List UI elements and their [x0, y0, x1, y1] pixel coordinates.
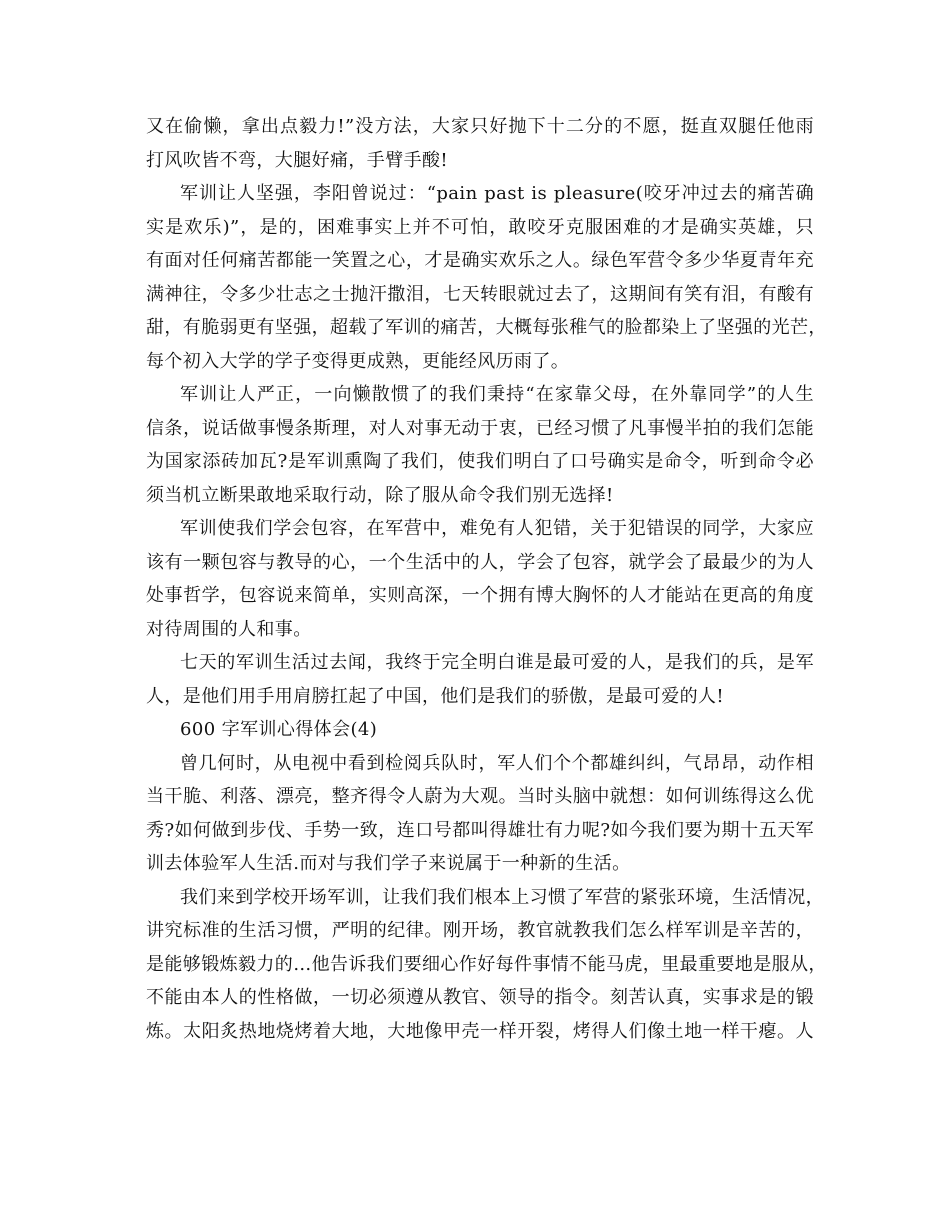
- text-line: 又在偷懒，拿出点毅力!”没方法，大家只好抛下十二分的不愿，挺直双腿任他雨: [146, 116, 814, 137]
- text-line: 曾几何时，从电视中看到检阅兵队时，军人们个个都雄纠纠，气昂昂，动作相: [180, 752, 814, 774]
- text-line: 信条，说话做事慢条斯理，对人对事无动于衷，已经习惯了凡事慢半拍的我们怎能: [146, 417, 814, 439]
- text-line: 处事哲学，包容说来简单，实则高深，一个拥有博大胸怀的人才能站在更高的角度: [146, 585, 814, 606]
- text-line: 每个初入大学的学子变得更成熟，更能经风历雨了。: [146, 350, 570, 372]
- text-line: 实是欢乐)”，是的，困难事实上并不可怕，敢咬牙克服困难的才是确实英雄，只: [146, 216, 814, 238]
- text-line: 是能够锻炼毅力的…他告诉我们要细心作好每件事情不能马虎，里最重要地是服从，: [146, 953, 827, 975]
- text-line: 600 字军训心得体会(4): [180, 719, 378, 740]
- text-line: 甜，有脆弱更有坚强，超载了军训的痛苦，大概每张稚气的脸都染上了坚强的光芒，: [146, 317, 827, 338]
- text-line: 须当机立断果敢地采取行动，除了服从命令我们别无选择!: [146, 484, 614, 506]
- document-body: [146, 110, 827, 1048]
- text-line: 人，是他们用手用肩膀扛起了中国，他们是我们的骄傲，是最可爱的人!: [146, 685, 725, 707]
- text-line: 训去体验军人生活.而对与我们学子来说属于一种新的生活。: [146, 853, 631, 874]
- text-line: 我们来到学校开场军训，让我们我们根本上习惯了军营的紧张环境，生活情况，: [180, 886, 824, 908]
- text-line: 当干脆、利落、漂亮，整齐得令人蔚为大观。当时头脑中就想：如何训练得这么优: [146, 786, 814, 807]
- text-line: 对待周围的人和事。: [146, 618, 312, 640]
- text-line: 军训让人严正，一向懒散惯了的我们秉持“在家靠父母，在外靠同学”的人生: [180, 384, 814, 405]
- text-line: 军训使我们学会包容，在军营中，难免有人犯错，关于犯错误的同学，大家应: [180, 518, 814, 539]
- text-line: 打风吹皆不弯，大腿好痛，手臂手酸!: [146, 149, 449, 171]
- text-line: 不能由本人的性格做，一切必须遵从教官、领导的指令。刻苦认真，实事求是的锻: [146, 987, 814, 1008]
- text-line: 为国家添砖加瓦?是军训熏陶了我们，使我们明白了口号确实是命令，听到命令必: [146, 451, 814, 472]
- text-line: 讲究标准的生活习惯，严明的纪律。刚开场，教官就教我们怎么样军训是辛苦的，: [146, 920, 814, 941]
- text-line: 军训让人坚强，李阳曾说过：“pain past is pleasure(咬牙冲过去的痛苦确: [180, 183, 814, 204]
- text-line: 有面对任何痛苦都能一笑置之心，才是确实欢乐之人。绿色军营令多少华夏青年充: [146, 250, 814, 271]
- text-line: 秀?如何做到步伐、手势一致，连口号都叫得雄壮有力呢?如今我们要为期十五天军: [146, 819, 814, 841]
- text-line: 该有一颗包容与教导的心，一个生活中的人，学会了包容，就学会了最最少的为人: [146, 551, 814, 573]
- text-line: 满神往，令多少壮志之士抛汗撒泪，七天转眼就过去了，这期间有笑有泪，有酸有: [146, 283, 814, 305]
- text-line: 七天的军训生活过去闻，我终于完全明白谁是最可爱的人，是我们的兵，是军: [180, 652, 814, 673]
- text-line: 炼。太阳炙热地烧烤着大地，大地像甲壳一样开裂，烤得人们像土地一样干瘪。人: [146, 1020, 814, 1042]
